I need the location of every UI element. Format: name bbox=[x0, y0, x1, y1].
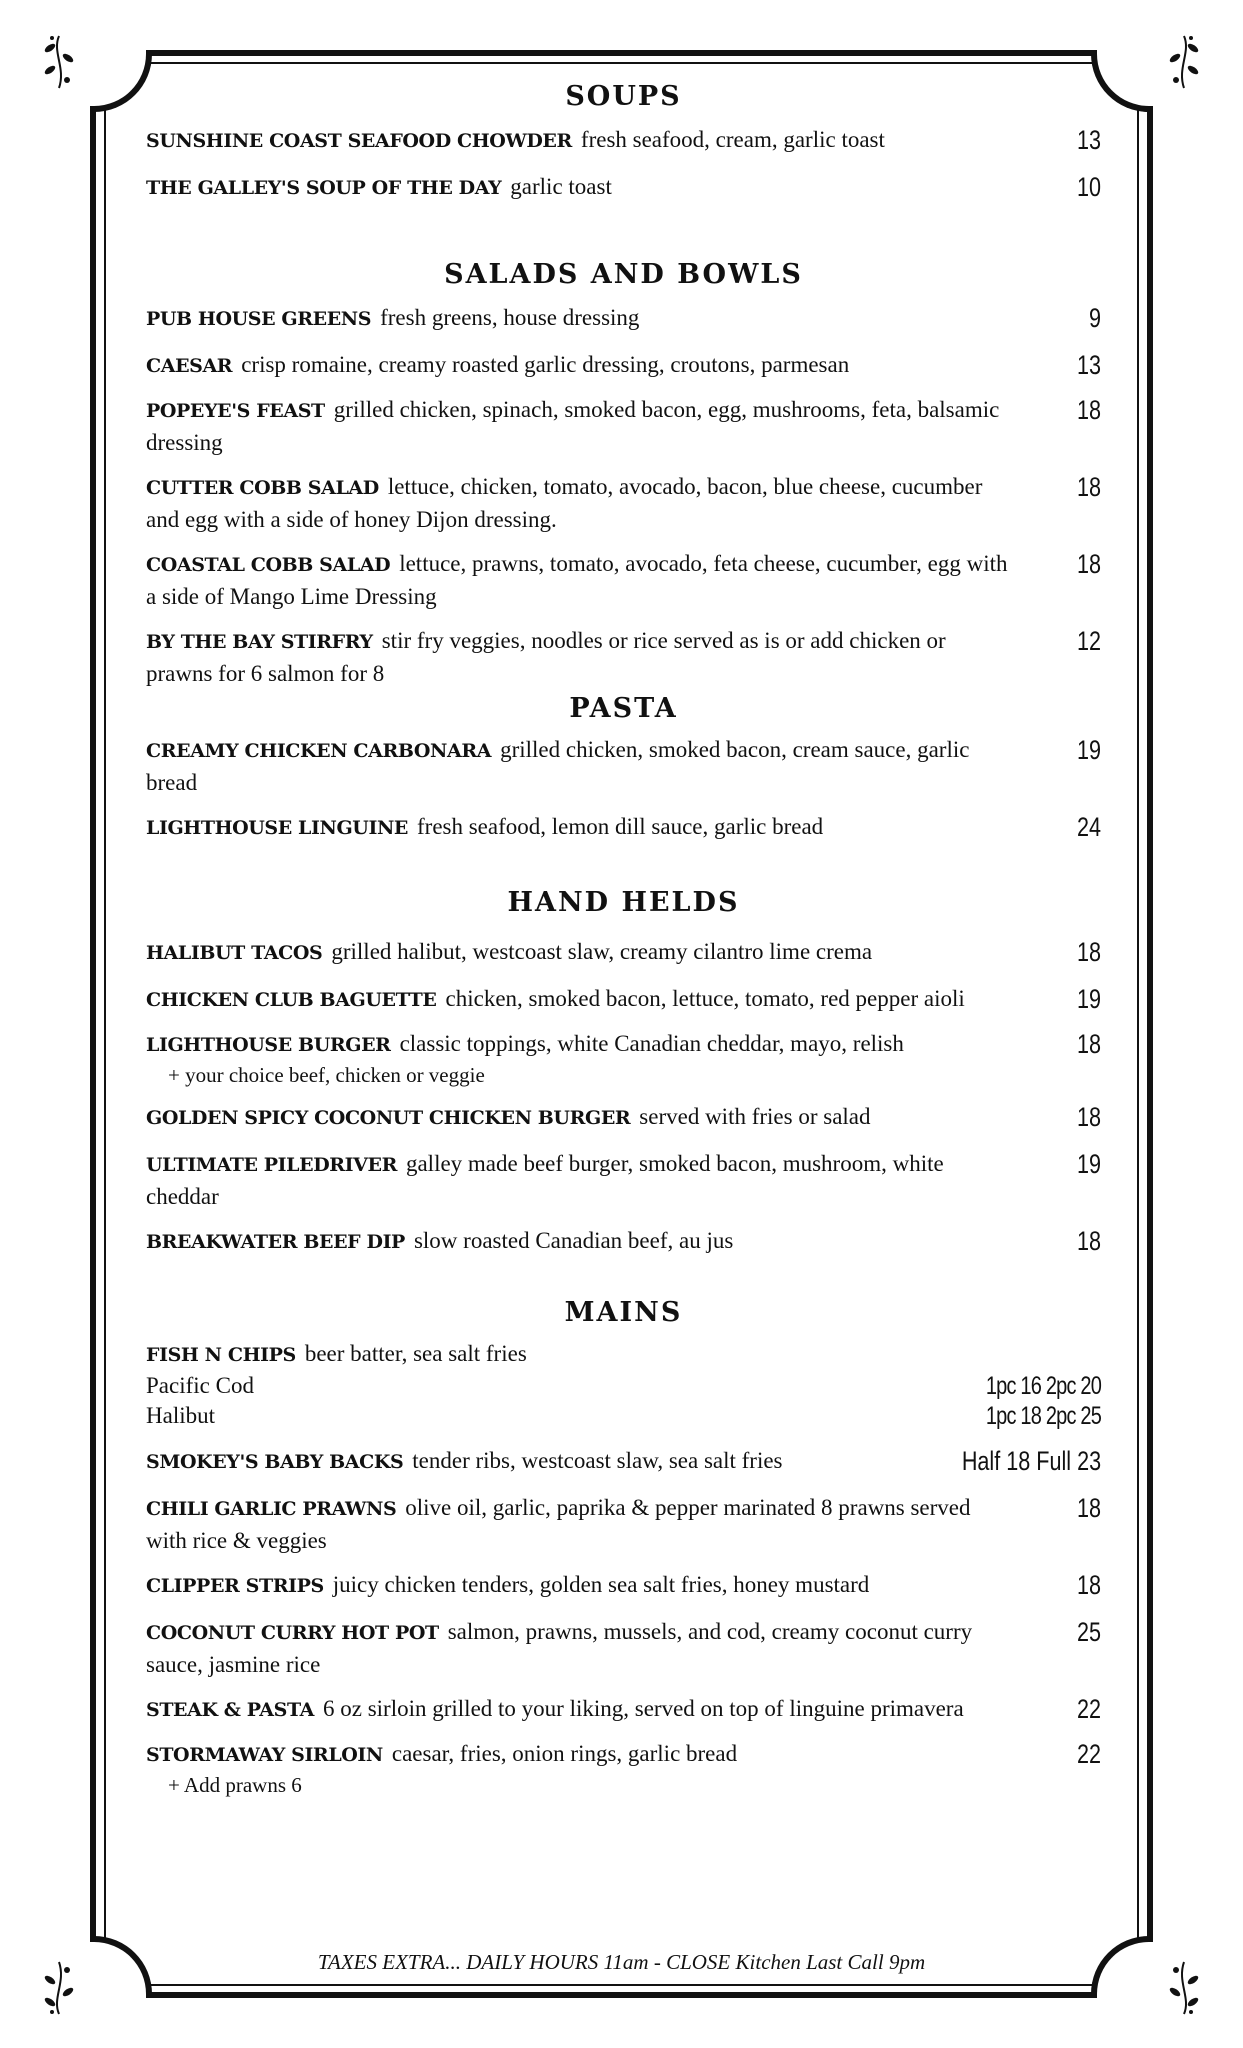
menu-item bbox=[146, 1492, 1101, 1557]
menu-item-fish-n-chips bbox=[146, 1338, 1101, 1371]
item-price: 13 bbox=[1076, 350, 1101, 380]
menu-item bbox=[146, 1445, 1101, 1478]
section-title: MAINS bbox=[564, 1297, 683, 1328]
section-salads-and-bowls bbox=[146, 256, 1101, 690]
item-description: galley made beef burger, smoked bacon, mushroom, white cheddar bbox=[146, 1151, 944, 1209]
item-description: grilled chicken, smoked bacon, cream sauce, garlic bread bbox=[146, 737, 970, 795]
item-name: CREAMY CHICKEN CARBONARA bbox=[146, 740, 492, 762]
menu-item bbox=[146, 548, 1101, 613]
item-name: LIGHTHOUSE BURGER bbox=[146, 1034, 391, 1056]
menu-item bbox=[146, 1693, 1101, 1726]
item-description: 6 oz sirloin grilled to your liking, served on top of linguine primavera bbox=[323, 1696, 964, 1721]
menu-item bbox=[146, 1569, 1101, 1602]
item-price: 18 bbox=[1076, 1226, 1101, 1256]
item-price: 18 bbox=[1076, 549, 1101, 579]
item-price: 22 bbox=[1076, 1694, 1101, 1724]
section-soups bbox=[146, 78, 1101, 204]
item-name: CUTTER COBB SALAD bbox=[146, 477, 379, 499]
menu-item bbox=[146, 1148, 1101, 1213]
item-name: POPEYE'S FEAST bbox=[146, 400, 325, 422]
menu-item bbox=[146, 302, 1101, 335]
item-price: 18 bbox=[1076, 1029, 1101, 1059]
item-description: garlic toast bbox=[510, 174, 612, 199]
item-description: tender ribs, westcoast slaw, sea salt fries bbox=[412, 1448, 783, 1473]
item-description: stir fry veggies, noodles or rice served as is or add chicken or prawns for 6 salmon for 8 bbox=[146, 628, 946, 686]
menu-item bbox=[146, 1101, 1101, 1134]
section-mains bbox=[146, 1294, 1101, 1799]
item-price: Half 18 Full 23 bbox=[961, 1446, 1101, 1476]
item-price: 12 bbox=[1076, 626, 1101, 656]
item-description: grilled halibut, westcoast slaw, creamy cilantro lime crema bbox=[331, 939, 873, 964]
menu-item bbox=[146, 983, 1101, 1016]
section-pasta bbox=[146, 690, 1101, 844]
footer-note: TAXES EXTRA... DAILY HOURS 11am - CLOSE Kitchen Last Call 9pm bbox=[317, 1950, 926, 1974]
item-description: lettuce, prawns, tomato, avocado, feta cheese, cucumber, egg with a side of Mango Lime Dressing bbox=[146, 551, 1008, 609]
item-name: THE GALLEY'S SOUP OF THE DAY bbox=[146, 177, 502, 199]
item-description: grilled chicken, spinach, smoked bacon, egg, mushrooms, feta, balsamic dressing bbox=[146, 397, 1000, 455]
menu-item bbox=[146, 936, 1101, 969]
item-name: STORMAWAY SIRLOIN bbox=[146, 1744, 383, 1766]
item-description: crisp romaine, creamy roasted garlic dressing, croutons, parmesan bbox=[241, 352, 850, 377]
item-name: LIGHTHOUSE LINGUINE bbox=[146, 817, 408, 839]
item-description: olive oil, garlic, paprika & pepper marinated 8 prawns served with rice & veggies bbox=[146, 1495, 971, 1553]
item-description: salmon, prawns, mussels, and cod, creamy coconut curry sauce, jasmine rice bbox=[146, 1619, 973, 1677]
vine-flourish-icon bbox=[34, 32, 84, 92]
item-price: 18 bbox=[1076, 937, 1101, 967]
item-description: caesar, fries, onion rings, garlic bread bbox=[391, 1741, 738, 1766]
item-price: 10 bbox=[1076, 172, 1101, 202]
item-price: 24 bbox=[1076, 812, 1101, 842]
item-name: COASTAL COBB SALAD bbox=[146, 554, 391, 576]
item-description: fresh greens, house dressing bbox=[380, 305, 640, 330]
item-name: SUNSHINE COAST SEAFOOD CHOWDER bbox=[146, 130, 572, 152]
item-name: SMOKEY'S BABY BACKS bbox=[146, 1451, 404, 1473]
item-price: 18 bbox=[1076, 1102, 1101, 1132]
section-hand-helds bbox=[146, 884, 1101, 1258]
item-description: lettuce, chicken, tomato, avocado, bacon, blue cheese, cucumber and egg with a side of honey Dijon dressing. bbox=[146, 474, 983, 532]
item-name: CHILI GARLIC PRAWNS bbox=[146, 1498, 397, 1520]
item-name: GOLDEN SPICY COCONUT CHICKEN BURGER bbox=[146, 1107, 631, 1129]
item-description: chicken, smoked bacon, lettuce, tomato, red pepper aioli bbox=[445, 986, 965, 1011]
item-description: served with fries or salad bbox=[639, 1104, 871, 1129]
item-price: 18 bbox=[1076, 472, 1101, 502]
item-price: 9 bbox=[1088, 303, 1101, 333]
section-title: SALADS AND BOWLS bbox=[444, 259, 803, 290]
fish-option-price: 1pc 18 2pc 25 bbox=[985, 1402, 1101, 1430]
menu-item bbox=[146, 471, 1101, 536]
item-description: fresh seafood, lemon dill sauce, garlic bread bbox=[417, 814, 824, 839]
item-price: 22 bbox=[1076, 1739, 1101, 1769]
vine-flourish-icon bbox=[1159, 32, 1209, 92]
menu-content bbox=[146, 78, 1101, 1799]
item-description: beer batter, sea salt fries bbox=[304, 1341, 527, 1366]
fish-option-label: Halibut bbox=[146, 1403, 215, 1428]
menu-item bbox=[146, 1616, 1101, 1681]
item-name: COCONUT CURRY HOT POT bbox=[146, 1622, 439, 1644]
item-name: BREAKWATER BEEF DIP bbox=[146, 1231, 405, 1253]
item-price: 18 bbox=[1076, 395, 1101, 425]
item-name: CAESAR bbox=[146, 355, 233, 377]
item-name: HALIBUT TACOS bbox=[146, 942, 323, 964]
section-title: SOUPS bbox=[565, 81, 682, 112]
fish-option-label: Pacific Cod bbox=[146, 1373, 254, 1398]
section-title: PASTA bbox=[569, 693, 678, 724]
menu-item bbox=[146, 124, 1101, 157]
item-name: ULTIMATE PILEDRIVER bbox=[146, 1154, 397, 1176]
item-price: 13 bbox=[1076, 125, 1101, 155]
item-name: CHICKEN CLUB BAGUETTE bbox=[146, 989, 437, 1011]
menu-item bbox=[146, 1028, 1101, 1061]
item-description: slow roasted Canadian beef, au jus bbox=[413, 1228, 734, 1253]
item-price: 19 bbox=[1076, 984, 1101, 1014]
item-name: STEAK & PASTA bbox=[146, 1699, 314, 1721]
item-price: 19 bbox=[1076, 735, 1101, 765]
menu-item bbox=[146, 349, 1101, 382]
menu-item bbox=[146, 394, 1101, 459]
item-price: 18 bbox=[1076, 1570, 1101, 1600]
fish-option-row bbox=[146, 1401, 1101, 1431]
item-addon: + Add prawns 6 bbox=[168, 1773, 302, 1797]
item-description: juicy chicken tenders, golden sea salt fries, honey mustard bbox=[332, 1572, 870, 1597]
item-addon: + your choice beef, chicken or veggie bbox=[168, 1063, 485, 1087]
menu-item bbox=[146, 734, 1101, 799]
menu-item bbox=[146, 171, 1101, 204]
fish-option-price: 1pc 16 2pc 20 bbox=[985, 1372, 1101, 1400]
menu-item bbox=[146, 625, 1101, 690]
item-price: 25 bbox=[1076, 1617, 1101, 1647]
menu-item bbox=[146, 811, 1101, 844]
menu-item bbox=[146, 1738, 1101, 1771]
section-title: HAND HELDS bbox=[507, 887, 740, 918]
item-price: 19 bbox=[1076, 1149, 1101, 1179]
item-name: PUB HOUSE GREENS bbox=[146, 308, 372, 330]
item-description: fresh seafood, cream, garlic toast bbox=[580, 127, 885, 152]
item-price: 18 bbox=[1076, 1493, 1101, 1523]
item-name: BY THE BAY STIRFRY bbox=[146, 631, 373, 653]
fish-option-row bbox=[146, 1371, 1101, 1401]
item-name: FISH N CHIPS bbox=[146, 1344, 296, 1366]
menu-item bbox=[146, 1225, 1101, 1258]
item-name: CLIPPER STRIPS bbox=[146, 1575, 324, 1597]
item-description: classic toppings, white Canadian cheddar, mayo, relish bbox=[399, 1031, 904, 1056]
